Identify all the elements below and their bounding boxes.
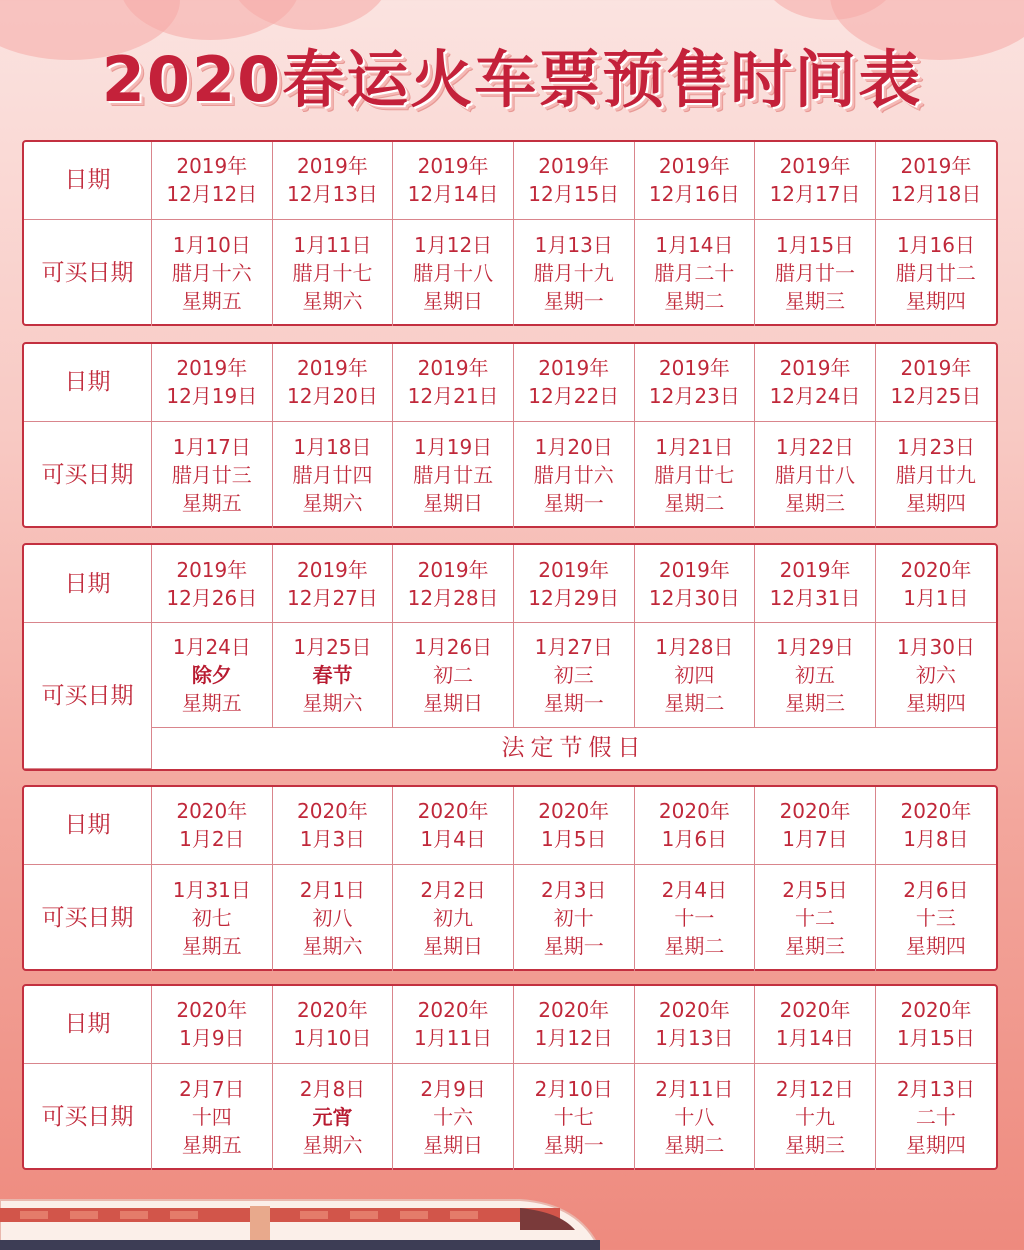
buy-row-label: 可买日期 — [24, 421, 152, 528]
buy-weekday: 星期日 — [423, 691, 484, 716]
buy-cell — [875, 623, 996, 728]
date-year: 2020年 — [176, 998, 248, 1023]
buy-lunar-date: 腊月十六 — [171, 260, 252, 285]
date-cell — [634, 787, 755, 864]
buy-lunar-date: 初六 — [915, 663, 956, 688]
date-day: 12月14日 — [407, 182, 499, 207]
buy-weekday: 星期五 — [181, 490, 242, 515]
date-row-label: 日期 — [24, 545, 152, 623]
schedule-table — [24, 787, 996, 971]
date-year: 2019年 — [538, 356, 610, 381]
date-day: 12月26日 — [166, 585, 258, 610]
date-cell — [875, 344, 996, 421]
date-year: 2020年 — [538, 799, 610, 824]
date-year: 2019年 — [658, 356, 730, 381]
date-day: 12月23日 — [648, 384, 740, 409]
buy-solar-date: 2月7日 — [179, 1076, 245, 1101]
buy-solar-date: 2月13日 — [896, 1076, 976, 1101]
date-year: 2020年 — [779, 998, 851, 1023]
buy-weekday: 星期四 — [905, 691, 966, 716]
date-year: 2020年 — [658, 998, 730, 1023]
date-cell — [875, 986, 996, 1063]
buy-lunar-date: 腊月廿四 — [292, 462, 373, 487]
date-day: 1月9日 — [179, 1026, 245, 1051]
buy-lunar-date: 春节 — [312, 663, 353, 688]
buy-cell — [875, 421, 996, 528]
buy-cell — [152, 421, 273, 528]
buy-lunar-date: 初七 — [191, 905, 232, 930]
date-cell — [152, 545, 273, 623]
buy-weekday: 星期二 — [664, 691, 725, 716]
date-cell — [755, 142, 876, 219]
date-cell — [272, 344, 393, 421]
date-year: 2019年 — [538, 557, 610, 582]
buy-cell — [755, 864, 876, 971]
buy-solar-date: 1月19日 — [414, 434, 493, 459]
date-cell — [393, 344, 514, 421]
date-day: 12月18日 — [890, 182, 982, 207]
buy-lunar-date: 十六 — [433, 1104, 474, 1129]
date-day: 12月15日 — [528, 182, 620, 207]
buy-cell — [393, 864, 514, 971]
buy-cell — [634, 1063, 755, 1170]
buy-cell — [755, 1063, 876, 1170]
date-day: 12月30日 — [648, 585, 740, 610]
buy-lunar-date: 腊月廿三 — [171, 462, 252, 487]
date-day: 12月13日 — [287, 182, 378, 207]
buy-lunar-date: 腊月十九 — [533, 260, 614, 285]
buy-row-label: 可买日期 — [24, 864, 152, 971]
buy-lunar-date: 二十 — [915, 1104, 956, 1129]
date-cell — [272, 787, 393, 864]
date-year: 2020年 — [297, 998, 368, 1023]
date-day: 12月17日 — [769, 182, 861, 207]
date-cell — [634, 142, 755, 219]
date-cell — [393, 986, 514, 1063]
buy-lunar-date: 十四 — [191, 1104, 232, 1129]
buy-weekday: 星期日 — [423, 933, 484, 958]
buy-cell — [755, 421, 876, 528]
buy-weekday: 星期日 — [423, 490, 484, 515]
holiday-label: 法定节假日 — [152, 728, 997, 769]
buy-weekday: 星期一 — [543, 933, 604, 958]
date-day: 12月28日 — [407, 585, 499, 610]
date-day: 1月3日 — [299, 827, 366, 852]
buy-cell — [875, 219, 996, 326]
buy-solar-date: 1月31日 — [172, 877, 251, 902]
buy-weekday: 星期三 — [785, 288, 846, 313]
date-cell — [152, 344, 273, 421]
date-row-label: 日期 — [24, 344, 152, 421]
date-year: 2019年 — [297, 356, 368, 381]
date-cell — [755, 545, 876, 623]
schedule-block — [22, 984, 998, 1170]
buy-solar-date: 1月16日 — [896, 232, 976, 257]
schedule-table — [24, 545, 996, 769]
date-year: 2019年 — [538, 154, 610, 179]
buy-weekday: 星期二 — [664, 288, 725, 313]
buy-solar-date: 2月3日 — [541, 877, 607, 902]
date-cell — [875, 142, 996, 219]
buy-lunar-date: 十二 — [795, 905, 836, 930]
buy-lunar-date: 腊月廿七 — [654, 462, 735, 487]
schedule-block — [22, 785, 998, 971]
buy-lunar-date: 初十 — [553, 905, 594, 930]
date-year: 2020年 — [900, 557, 972, 582]
buy-lunar-date: 十七 — [553, 1104, 594, 1129]
buy-cell — [513, 421, 634, 528]
train-illustration — [0, 1190, 600, 1250]
date-row — [24, 787, 996, 864]
date-day: 12月31日 — [769, 585, 861, 610]
buy-lunar-date: 腊月十七 — [292, 260, 373, 285]
buy-cell — [393, 623, 514, 728]
schedule-table — [24, 142, 996, 326]
date-day: 1月11日 — [414, 1026, 493, 1051]
buy-weekday: 星期一 — [543, 691, 604, 716]
buy-cell — [875, 1063, 996, 1170]
buy-solar-date: 2月4日 — [661, 877, 728, 902]
date-cell — [875, 787, 996, 864]
buy-weekday: 星期四 — [905, 933, 966, 958]
buy-lunar-date: 十八 — [674, 1104, 715, 1129]
buy-solar-date: 1月22日 — [775, 434, 855, 459]
buy-cell — [393, 219, 514, 326]
buy-cell — [272, 864, 393, 971]
date-year: 2020年 — [297, 799, 368, 824]
date-year: 2019年 — [900, 154, 972, 179]
date-row-label: 日期 — [24, 142, 152, 219]
date-year: 2020年 — [779, 799, 851, 824]
buy-lunar-date: 初八 — [312, 905, 353, 930]
buy-lunar-date: 十三 — [915, 905, 956, 930]
buy-lunar-date: 腊月廿九 — [895, 462, 976, 487]
buy-solar-date: 1月28日 — [655, 635, 734, 660]
buy-row — [24, 219, 996, 326]
buy-cell — [513, 1063, 634, 1170]
date-year: 2019年 — [658, 557, 730, 582]
date-cell — [272, 142, 393, 219]
buy-cell — [152, 1063, 273, 1170]
buy-weekday: 星期日 — [423, 288, 484, 313]
buy-weekday: 星期五 — [181, 1132, 242, 1157]
buy-cell — [272, 421, 393, 528]
buy-cell — [755, 623, 876, 728]
date-day: 12月29日 — [528, 585, 620, 610]
buy-weekday: 星期四 — [905, 490, 966, 515]
buy-cell — [755, 219, 876, 326]
buy-lunar-date: 除夕 — [191, 663, 232, 688]
date-cell — [152, 986, 273, 1063]
schedule-block — [22, 543, 998, 771]
buy-solar-date: 2月2日 — [420, 877, 486, 902]
date-cell — [634, 344, 755, 421]
buy-weekday: 星期五 — [181, 691, 242, 716]
buy-solar-date: 1月17日 — [172, 434, 251, 459]
page-title: 2020春运火车票预售时间表 — [101, 43, 923, 116]
buy-lunar-date: 十一 — [674, 905, 715, 930]
holiday-row — [24, 728, 996, 769]
buy-solar-date: 1月15日 — [775, 232, 855, 257]
date-year: 2020年 — [900, 998, 972, 1023]
date-cell — [513, 787, 634, 864]
buy-weekday: 星期一 — [543, 490, 604, 515]
date-row-label: 日期 — [24, 787, 152, 864]
buy-cell — [513, 623, 634, 728]
date-cell — [152, 787, 273, 864]
buy-weekday: 星期一 — [543, 1132, 604, 1157]
date-year: 2019年 — [176, 154, 248, 179]
buy-weekday: 星期三 — [785, 933, 846, 958]
date-day: 12月21日 — [407, 384, 499, 409]
date-year: 2020年 — [176, 799, 248, 824]
date-cell — [755, 986, 876, 1063]
buy-cell — [152, 623, 273, 728]
date-row — [24, 986, 996, 1063]
schedule-block — [22, 140, 998, 326]
buy-cell — [634, 421, 755, 528]
date-cell — [513, 344, 634, 421]
date-day: 12月19日 — [166, 384, 258, 409]
date-day: 1月14日 — [775, 1026, 855, 1051]
buy-solar-date: 2月9日 — [420, 1076, 486, 1101]
date-day: 12月22日 — [528, 384, 620, 409]
date-year: 2019年 — [900, 356, 972, 381]
buy-cell — [272, 1063, 393, 1170]
date-cell — [755, 787, 876, 864]
date-day: 1月1日 — [903, 585, 969, 610]
buy-solar-date: 1月10日 — [172, 232, 251, 257]
buy-weekday: 星期四 — [905, 1132, 966, 1157]
buy-cell — [634, 623, 755, 728]
date-row — [24, 142, 996, 219]
buy-lunar-date: 十九 — [795, 1104, 836, 1129]
buy-solar-date: 2月8日 — [299, 1076, 366, 1101]
buy-solar-date: 1月26日 — [414, 635, 493, 660]
date-day: 1月5日 — [541, 827, 607, 852]
buy-lunar-date: 腊月廿二 — [895, 260, 976, 285]
buy-weekday: 星期六 — [302, 691, 363, 716]
date-cell — [393, 545, 514, 623]
date-day: 12月16日 — [648, 182, 740, 207]
date-day: 1月2日 — [179, 827, 245, 852]
buy-weekday: 星期三 — [785, 1132, 846, 1157]
buy-weekday: 星期二 — [664, 490, 725, 515]
buy-row — [24, 864, 996, 971]
buy-solar-date: 1月13日 — [534, 232, 613, 257]
date-day: 12月20日 — [287, 384, 378, 409]
buy-row-label: 可买日期 — [24, 1063, 152, 1170]
buy-cell — [272, 623, 393, 728]
buy-weekday: 星期日 — [423, 1132, 484, 1157]
buy-solar-date: 1月21日 — [655, 434, 734, 459]
buy-solar-date: 2月10日 — [534, 1076, 613, 1101]
date-year: 2019年 — [417, 557, 489, 582]
buy-lunar-date: 初五 — [795, 663, 836, 688]
date-day: 12月24日 — [769, 384, 861, 409]
buy-solar-date: 1月12日 — [414, 232, 493, 257]
date-cell — [272, 545, 393, 623]
date-day: 1月12日 — [534, 1026, 613, 1051]
date-day: 1月6日 — [661, 827, 728, 852]
buy-solar-date: 2月1日 — [299, 877, 366, 902]
date-day: 12月27日 — [287, 585, 378, 610]
buy-solar-date: 1月18日 — [293, 434, 372, 459]
buy-cell — [634, 864, 755, 971]
buy-cell — [875, 864, 996, 971]
buy-row-label: 可买日期 — [24, 623, 152, 769]
buy-solar-date: 2月6日 — [903, 877, 969, 902]
date-year: 2020年 — [538, 998, 610, 1023]
date-year: 2019年 — [297, 557, 368, 582]
buy-cell — [152, 864, 273, 971]
buy-weekday: 星期六 — [302, 933, 363, 958]
buy-solar-date: 1月24日 — [172, 635, 251, 660]
buy-solar-date: 1月27日 — [534, 635, 613, 660]
buy-solar-date: 1月30日 — [896, 635, 976, 660]
buy-weekday: 星期五 — [181, 288, 242, 313]
buy-lunar-date: 初九 — [433, 905, 474, 930]
date-row-label: 日期 — [24, 986, 152, 1063]
date-row — [24, 344, 996, 421]
buy-cell — [152, 219, 273, 326]
buy-solar-date: 2月11日 — [655, 1076, 734, 1101]
schedule-block — [22, 342, 998, 528]
date-cell — [513, 545, 634, 623]
buy-solar-date: 1月14日 — [655, 232, 734, 257]
date-year: 2019年 — [417, 154, 489, 179]
buy-solar-date: 1月25日 — [293, 635, 372, 660]
buy-solar-date: 1月29日 — [775, 635, 855, 660]
buy-cell — [393, 1063, 514, 1170]
date-row — [24, 545, 996, 623]
buy-row-label: 可买日期 — [24, 219, 152, 326]
date-cell — [513, 986, 634, 1063]
buy-lunar-date: 腊月廿一 — [775, 260, 856, 285]
date-year: 2019年 — [297, 154, 368, 179]
date-year: 2020年 — [658, 799, 730, 824]
buy-weekday: 星期二 — [664, 1132, 725, 1157]
buy-cell — [513, 219, 634, 326]
buy-lunar-date: 腊月二十 — [654, 260, 735, 285]
schedule-table — [24, 344, 996, 528]
buy-lunar-date: 元宵 — [312, 1104, 353, 1129]
date-day: 1月15日 — [896, 1026, 976, 1051]
date-year: 2019年 — [779, 154, 851, 179]
date-day: 1月7日 — [782, 827, 848, 852]
buy-cell — [634, 219, 755, 326]
buy-solar-date: 2月5日 — [782, 877, 848, 902]
date-cell — [875, 545, 996, 623]
buy-weekday: 星期六 — [302, 1132, 363, 1157]
buy-cell — [513, 864, 634, 971]
date-day: 1月13日 — [655, 1026, 734, 1051]
date-cell — [634, 545, 755, 623]
date-year: 2019年 — [176, 356, 248, 381]
date-year: 2019年 — [417, 356, 489, 381]
date-day: 1月8日 — [903, 827, 969, 852]
date-day: 12月25日 — [890, 384, 982, 409]
buy-weekday: 星期六 — [302, 288, 363, 313]
date-day: 1月4日 — [420, 827, 486, 852]
buy-weekday: 星期六 — [302, 490, 363, 515]
buy-lunar-date: 初二 — [433, 663, 474, 688]
buy-weekday: 星期三 — [785, 490, 846, 515]
buy-solar-date: 1月20日 — [534, 434, 613, 459]
buy-weekday: 星期二 — [664, 933, 725, 958]
buy-solar-date: 1月23日 — [896, 434, 976, 459]
date-day: 1月10日 — [293, 1026, 372, 1051]
buy-weekday: 星期三 — [785, 691, 846, 716]
buy-row — [24, 1063, 996, 1170]
date-year: 2019年 — [779, 557, 851, 582]
date-year: 2019年 — [658, 154, 730, 179]
date-cell — [272, 986, 393, 1063]
date-cell — [755, 344, 876, 421]
buy-solar-date: 2月12日 — [775, 1076, 855, 1101]
buy-cell — [393, 421, 514, 528]
buy-lunar-date: 初三 — [553, 663, 594, 688]
buy-lunar-date: 腊月十八 — [413, 260, 494, 285]
buy-lunar-date: 腊月廿八 — [775, 462, 856, 487]
date-year: 2020年 — [900, 799, 972, 824]
buy-cell — [272, 219, 393, 326]
date-cell — [393, 142, 514, 219]
buy-row — [24, 623, 996, 728]
buy-weekday: 星期五 — [181, 933, 242, 958]
date-year: 2019年 — [176, 557, 248, 582]
date-cell — [393, 787, 514, 864]
date-cell — [513, 142, 634, 219]
buy-lunar-date: 腊月廿六 — [533, 462, 614, 487]
buy-lunar-date: 初四 — [674, 663, 715, 688]
buy-lunar-date: 腊月廿五 — [413, 462, 494, 487]
date-cell — [152, 142, 273, 219]
buy-solar-date: 1月11日 — [293, 232, 372, 257]
schedule-table — [24, 986, 996, 1170]
date-day: 12月12日 — [166, 182, 258, 207]
date-cell — [634, 986, 755, 1063]
buy-row — [24, 421, 996, 528]
date-year: 2020年 — [417, 799, 489, 824]
buy-weekday: 星期四 — [905, 288, 966, 313]
buy-weekday: 星期一 — [543, 288, 604, 313]
date-year: 2019年 — [779, 356, 851, 381]
date-year: 2020年 — [417, 998, 489, 1023]
